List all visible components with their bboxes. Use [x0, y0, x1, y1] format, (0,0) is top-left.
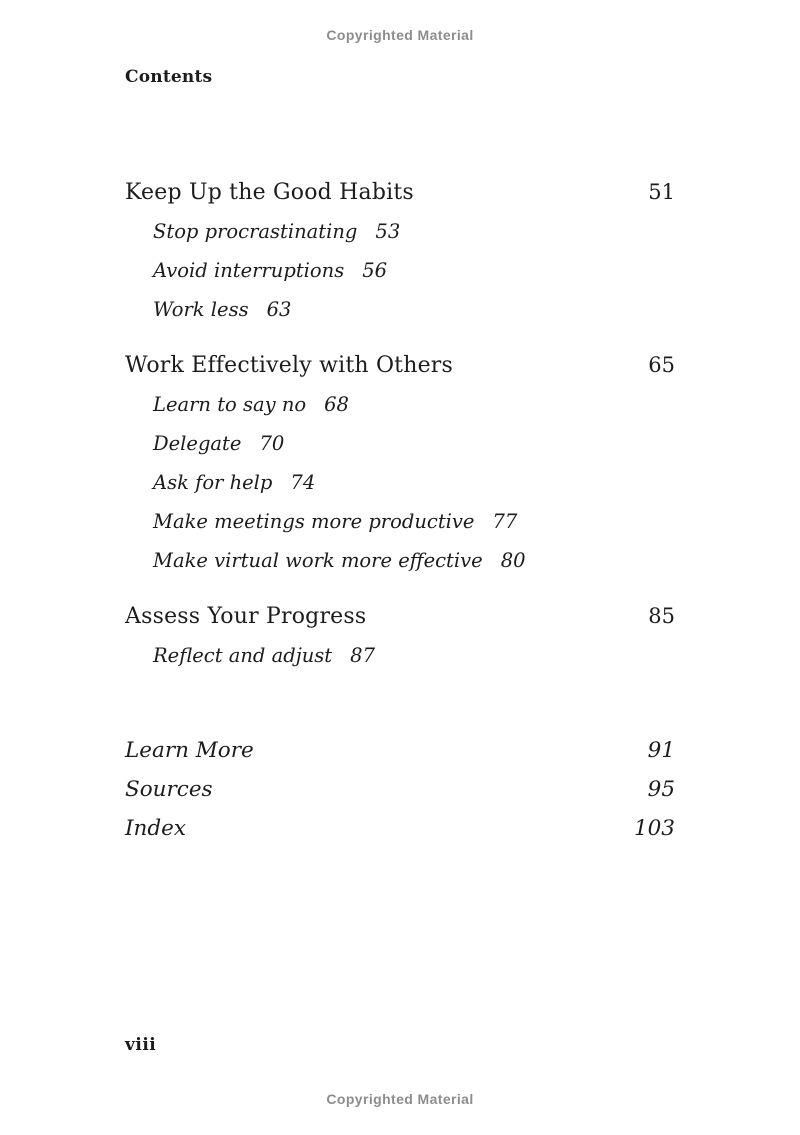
back-matter-label: Learn More: [125, 738, 254, 763]
toc-subitem: [153, 385, 675, 424]
toc-subitem: [153, 424, 675, 463]
table-of-contents: [125, 173, 675, 848]
back-matter-page-number: 103: [633, 816, 675, 841]
subitem-label: Delegate: [153, 432, 242, 455]
toc-section: [125, 346, 675, 580]
toc-subitem: [153, 541, 675, 580]
subitem-page-number: 68: [324, 393, 349, 416]
subitem-page-number: 63: [266, 298, 292, 321]
back-matter-label: Sources: [125, 777, 213, 802]
subitem-page-number: 56: [362, 259, 388, 282]
copyright-notice-bottom: Copyrighted Material: [326, 1091, 474, 1107]
back-matter-page-number: 95: [647, 777, 675, 802]
section-title: Assess Your Progress: [125, 604, 367, 629]
subitem-label: Ask for help: [153, 471, 273, 494]
toc-subitem: [153, 502, 675, 541]
subitem-label: Learn to say no: [153, 393, 307, 416]
toc-section: [125, 173, 675, 329]
toc-section: [125, 597, 675, 675]
section-title: Work Effectively with Others: [125, 353, 454, 378]
subitem-page-number: 80: [500, 549, 526, 572]
toc-back-matter: [125, 731, 675, 848]
toc-section-title-row: [125, 597, 675, 636]
subitem-label: Reflect and adjust: [153, 644, 333, 667]
section-title: Keep Up the Good Habits: [125, 180, 414, 205]
back-matter-page-number: 91: [647, 738, 675, 763]
toc-section-title-row: [125, 173, 675, 212]
toc-subitem: [153, 251, 675, 290]
back-matter-row: [125, 770, 675, 809]
subitem-page-number: 74: [290, 471, 316, 494]
section-page-number: 85: [648, 604, 675, 628]
subitem-page-number: 53: [375, 220, 401, 243]
subitem-label: Make meetings more productive: [153, 510, 475, 533]
page-folio: viii: [125, 1035, 157, 1055]
toc-subitem: [153, 290, 675, 329]
subitem-label: Work less: [153, 298, 249, 321]
subitem-page-number: 70: [259, 432, 285, 455]
back-matter-row: [125, 809, 675, 848]
subitem-label: Make virtual work more effective: [153, 549, 483, 572]
subitem-page-number: 77: [492, 510, 518, 533]
subitem-page-number: 87: [350, 644, 375, 667]
subitem-label: Stop procrastinating: [153, 220, 358, 243]
back-matter-label: Index: [125, 816, 186, 841]
section-page-number: 51: [648, 180, 675, 204]
section-page-number: 65: [648, 353, 675, 377]
subitem-label: Avoid interruptions: [153, 259, 345, 282]
copyright-notice-top: Copyrighted Material: [326, 27, 474, 43]
contents-heading: Contents: [125, 67, 213, 87]
toc-subitem: [153, 636, 675, 675]
toc-subitem: [153, 212, 675, 251]
toc-subitem: [153, 463, 675, 502]
back-matter-row: [125, 731, 675, 770]
toc-section-title-row: [125, 346, 675, 385]
